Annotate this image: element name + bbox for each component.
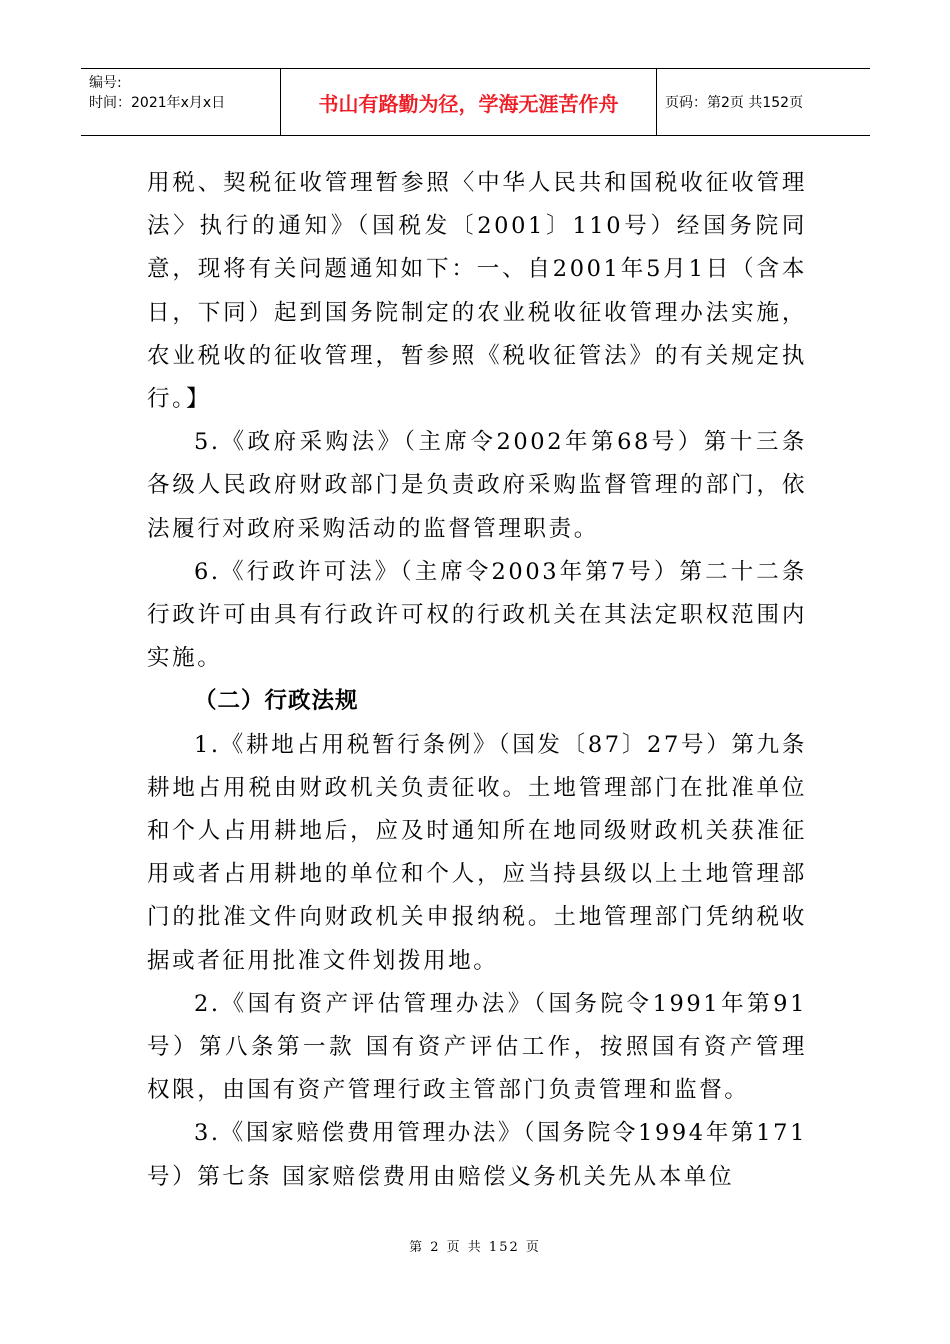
- paragraph-item-5: 5.《政府采购法》（主席令2002年第68号）第十三条 各级人民政府财政部门是负责政府采购监督管理的部门，依法履行对政府采购活动的监督管理职责。: [147, 429, 807, 542]
- paragraph-regulation-3: 3.《国家赔偿费用管理办法》（国务院令1994年第171号）第七条 国家赔偿费用由赔偿义务机关先从本单位: [147, 1120, 807, 1190]
- date-label: 时间：2021年x月x日: [89, 95, 226, 111]
- paragraph-regulation-2: 2.《国有资产评估管理办法》（国务院令1991年第91号）第八条第一款 国有资产评估工作，按照国有资产管理权限，由国有资产管理行政主管部门负责管理和监督。: [147, 990, 807, 1104]
- paragraph-continued: 用税、契税征收管理暂参照〈中华人民共和国税收征收管理法〉执行的通知》（国税发〔2001〕110号）经国务院同意，现将有关问题通知如下：一、自2001年5月1日（含本日，下同）起到国务院制定的农业税收征收管理办法实施，农业税收的征收管理，暂参照《税收征管法》的有关规定执行。】: [147, 170, 807, 413]
- header-page-info: 页码：第2页 共152页: [665, 95, 804, 111]
- paragraph-regulation-1: 1.《耕地占用税暂行条例》（国发〔87〕27号）第九条 耕地占用税由财政机关负责征收。土地管理部门在批准单位和个人占用耕地后，应及时通知所在地同级财政机关获准征用或者占用耕地的单位和个人，应当持县级以上土地管理部门的批准文件向财政机关申报纳税。土地管理部门凭纳税收据或者征用批准文件划拨用地。: [147, 731, 807, 974]
- document-body: [147, 162, 807, 1199]
- section-heading: （二）行政法规: [194, 688, 359, 715]
- header-meta: [81, 69, 281, 135]
- number-label: 编号:: [89, 75, 122, 91]
- page-footer: 第 2 页 共 152 页: [409, 1240, 541, 1255]
- header-motto: 书山有路勤为径，学海无涯苦作舟: [281, 69, 657, 135]
- paragraph-item-6: 6.《行政许可法》（主席令2003年第7号）第二十二条 行政许可由具有行政许可权的行政机关在其法定职权范围内实施。: [147, 558, 807, 672]
- page-header: [81, 68, 870, 136]
